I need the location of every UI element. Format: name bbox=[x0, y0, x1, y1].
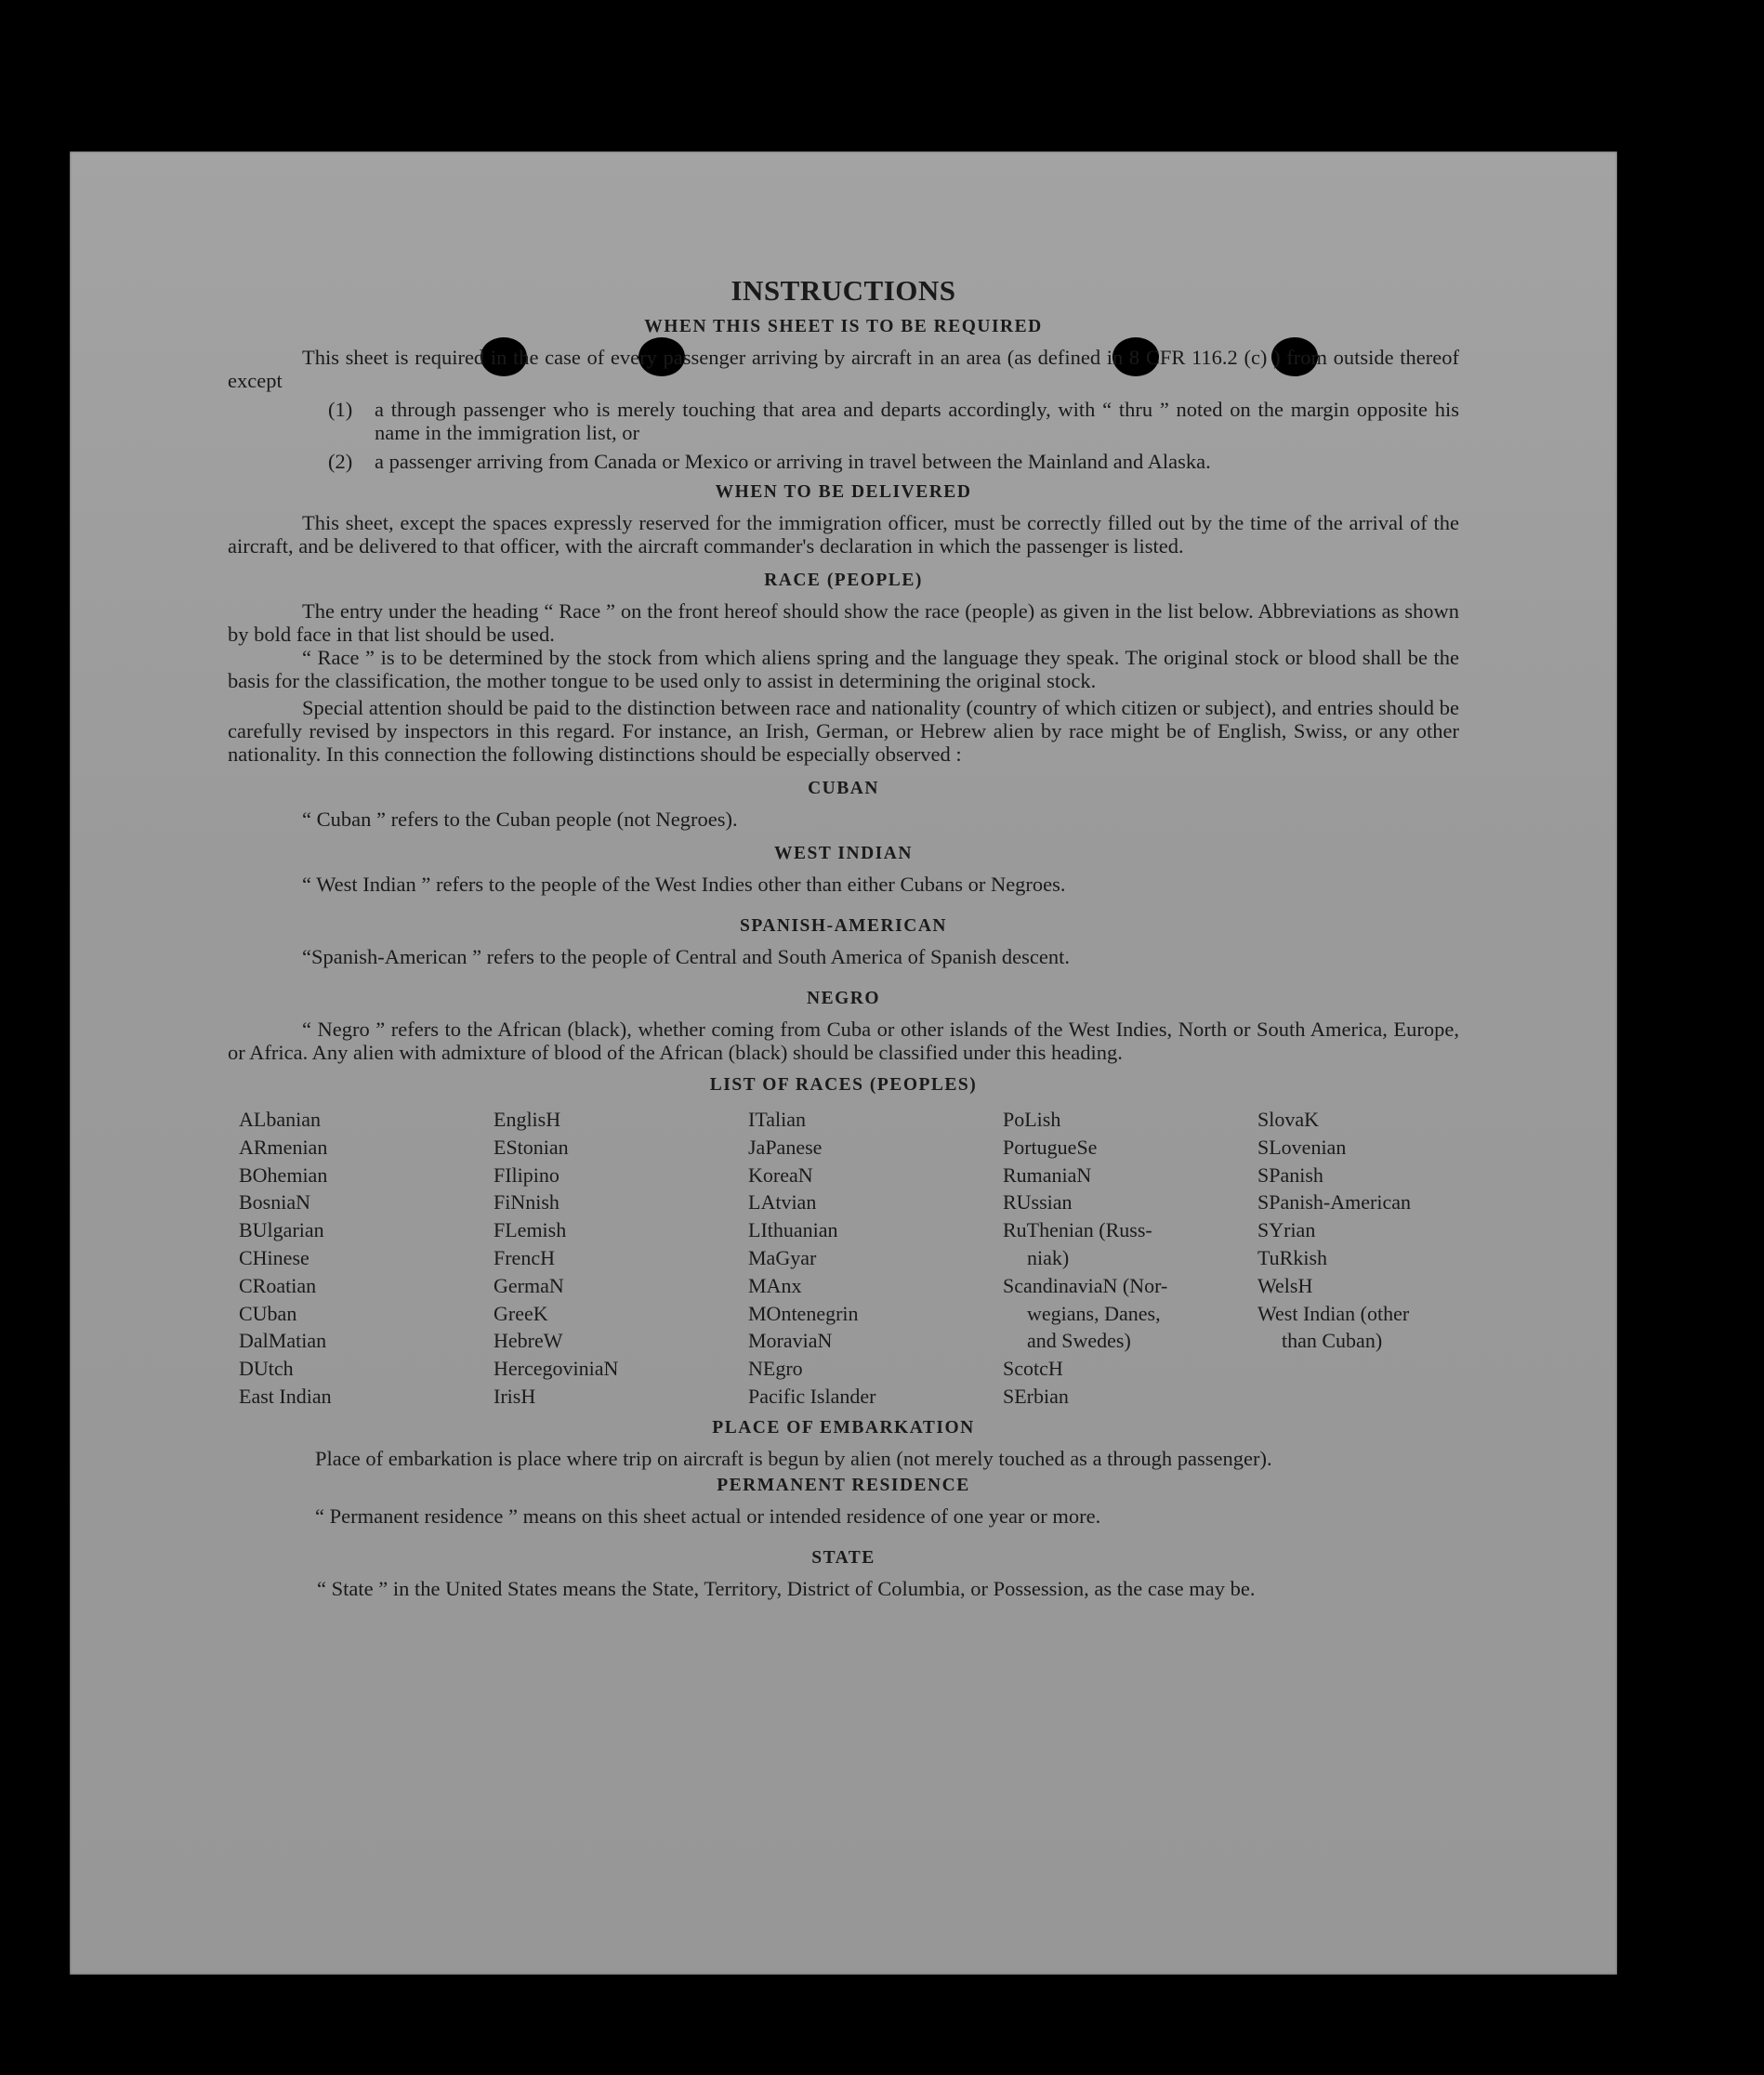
race-entry: NEgro bbox=[748, 1357, 803, 1381]
embarkation-text: Place of embarkation is place where trip on aircraft is begun by alien (not merely touched as a through passenger). bbox=[315, 1446, 1272, 1470]
race-entry: Pacific Islander bbox=[748, 1384, 876, 1408]
races-column bbox=[1003, 1106, 1257, 1411]
section-heading-list-of-races: LIST OF RACES (PEOPLES) bbox=[709, 1075, 978, 1095]
race-paragraph: Special attention should be paid to the distinction between race and nationality (country of which citizen or subject), and entries should be carefully revised by inspectors in this regard. For instance, an Irish, German, or Hebrew alien by race might be of English, Swiss, or any other nationality. In this connection the following distinctions should be especially observed : bbox=[228, 696, 1459, 766]
race-entry: PoLish bbox=[1003, 1108, 1061, 1131]
spanish-american-text: “Spanish-American ” refers to the people of Central and South America of Spanish descent. bbox=[302, 945, 1070, 968]
race-entry: MAnx bbox=[748, 1273, 802, 1297]
races-list bbox=[239, 1106, 1459, 1411]
races-column bbox=[1257, 1106, 1481, 1411]
state-text: “ State ” in the United States means the State, Territory, District of Columbia, or Possession, as the case may be. bbox=[317, 1576, 1256, 1600]
race-entry: West Indian (other bbox=[1257, 1301, 1410, 1325]
section-heading-negro: NEGRO bbox=[806, 989, 880, 1008]
race-entry: CRoatian bbox=[239, 1273, 317, 1297]
race-entry: FIlipino bbox=[494, 1162, 559, 1187]
race-entry: GermaN bbox=[494, 1273, 564, 1297]
race-entry: SPanish-American bbox=[1257, 1190, 1411, 1215]
race-entry: FiNnish bbox=[494, 1190, 559, 1215]
race-paragraph: The entry under the heading “ Race ” on the front hereof should show the race (people) as given in the list below. Abbreviations as shown by bold face in that list should be used. bbox=[228, 599, 1459, 646]
section-heading-west-indian: WEST INDIAN bbox=[774, 844, 913, 863]
race-entry: FLemish bbox=[494, 1218, 567, 1242]
race-entry: SErbian bbox=[1003, 1384, 1069, 1408]
race-entry: BUlgarian bbox=[239, 1218, 324, 1242]
section-heading-when-required: WHEN THIS SHEET IS TO BE REQUIRED bbox=[644, 317, 1043, 336]
races-column bbox=[494, 1106, 748, 1411]
race-entry: EnglisH bbox=[494, 1108, 561, 1131]
race-entry: PortugueSe bbox=[1003, 1135, 1098, 1159]
race-entry: TuRkish bbox=[1257, 1245, 1328, 1269]
exception-item: (2) a passenger arriving from Canada or Mexico or arriving in travel between the Mainland and Alaska. bbox=[328, 450, 1211, 473]
when-required-intro: This sheet is required in the case of every passenger arriving by aircraft in an area (as defined in 8 CFR 116.2 (c) ) from outside thereof except bbox=[228, 346, 1459, 392]
when-delivered-text: This sheet, except the spaces expressly reserved for the immigration officer, must be correctly filled out by the time of the arrival of the aircraft, and be delivered to that officer, with the aircraft commander's declaration in which the passenger is listed. bbox=[228, 511, 1459, 558]
race-entry: GreeK bbox=[494, 1301, 548, 1325]
race-entry: ScandinaviaN (Nor- bbox=[1003, 1273, 1168, 1297]
race-entry: SYrian bbox=[1257, 1218, 1316, 1242]
race-entry: IrisH bbox=[494, 1384, 536, 1408]
section-heading-race: RACE (PEOPLE) bbox=[764, 571, 923, 590]
race-entry: SLovenian bbox=[1257, 1135, 1347, 1159]
race-paragraph: “ Race ” is to be determined by the stock from which aliens spring and the language they speak. The original stock or blood shall be the basis for the classification, the mother tongue to be used only to assist in determining the original stock. bbox=[228, 646, 1459, 692]
west-indian-text: “ West Indian ” refers to the people of the West Indies other than either Cubans or Negroes. bbox=[302, 873, 1066, 896]
race-entry: MaGyar bbox=[748, 1245, 817, 1269]
race-entry: WelsH bbox=[1257, 1273, 1313, 1297]
race-entry: RumaniaN bbox=[1003, 1162, 1092, 1187]
negro-text: “ Negro ” refers to the African (black), whether coming from Cuba or other islands of the West Indies, North or South America, Europe, or Africa. Any alien with admixture of blood of the African (black) should be classified under this heading. bbox=[228, 1018, 1459, 1064]
race-entry: EStonian bbox=[494, 1135, 569, 1159]
race-entry: ScotcH bbox=[1003, 1357, 1063, 1381]
cuban-text: “ Cuban ” refers to the Cuban people (not Negroes). bbox=[302, 808, 738, 831]
race-entry: CUban bbox=[239, 1301, 297, 1325]
race-entry: ALbanian bbox=[239, 1108, 321, 1131]
race-entry: RuThenian (Russ- bbox=[1003, 1218, 1152, 1242]
race-entry: HebreW bbox=[494, 1329, 563, 1353]
section-heading-when-delivered: WHEN TO BE DELIVERED bbox=[715, 482, 972, 502]
race-entry-continued: wegians, Danes, bbox=[1027, 1301, 1161, 1325]
instructions-content bbox=[228, 274, 1459, 1600]
section-heading-permanent-residence: PERMANENT RESIDENCE bbox=[717, 1475, 970, 1495]
race-entry: MoraviaN bbox=[748, 1329, 833, 1353]
race-entry: CHinese bbox=[239, 1245, 309, 1269]
races-column bbox=[748, 1106, 1003, 1411]
race-entry: ITalian bbox=[748, 1108, 806, 1131]
race-entry-continued: and Swedes) bbox=[1027, 1329, 1131, 1353]
race-entry: RUssian bbox=[1003, 1190, 1073, 1215]
race-entry: MOntenegrin bbox=[748, 1301, 859, 1325]
race-entry: BosniaN bbox=[239, 1190, 310, 1215]
page-title: INSTRUCTIONS bbox=[731, 274, 956, 307]
race-entry: DUtch bbox=[239, 1357, 294, 1381]
race-entry: BOhemian bbox=[239, 1162, 328, 1187]
permanent-residence-text: “ Permanent residence ” means on this sheet actual or intended residence of one year or more. bbox=[315, 1504, 1101, 1528]
race-entry-continued: niak) bbox=[1027, 1245, 1070, 1269]
race-entry: LAtvian bbox=[748, 1190, 817, 1215]
exception-item: (1) a through passenger who is merely touching that area and departs accordingly, with “ thru ” noted on the margin opposite his name in the immigration list, or bbox=[328, 398, 1459, 444]
race-entry: DalMatian bbox=[239, 1329, 327, 1353]
race-entry: KoreaN bbox=[748, 1162, 813, 1187]
section-heading-state: STATE bbox=[811, 1547, 875, 1568]
races-column bbox=[239, 1106, 494, 1411]
race-entry: JaPanese bbox=[748, 1135, 823, 1159]
section-heading-embarkation: PLACE OF EMBARKATION bbox=[712, 1417, 975, 1438]
race-entry: LIthuanian bbox=[748, 1218, 838, 1242]
race-entry: FrencH bbox=[494, 1245, 555, 1269]
race-entry: SPanish bbox=[1257, 1162, 1323, 1187]
section-heading-spanish-american: SPANISH-AMERICAN bbox=[740, 916, 947, 936]
race-entry: HercegoviniaN bbox=[494, 1357, 619, 1381]
race-entry: East Indian bbox=[239, 1384, 332, 1408]
race-entry: SlovaK bbox=[1257, 1108, 1319, 1131]
section-heading-cuban: CUBAN bbox=[808, 779, 879, 798]
race-entry: ARmenian bbox=[239, 1135, 328, 1159]
race-entry-continued: than Cuban) bbox=[1282, 1329, 1383, 1353]
